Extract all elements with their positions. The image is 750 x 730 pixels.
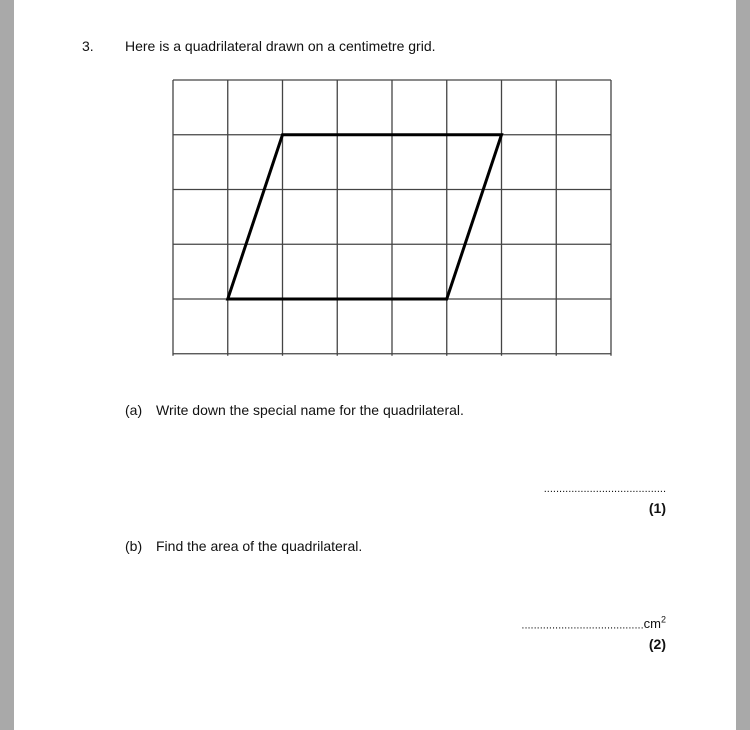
part-b-marks: (2) bbox=[648, 636, 666, 652]
question-text: Here is a quadrilateral drawn on a centimetre grid. bbox=[125, 38, 436, 54]
part-b-text: Find the area of the quadrilateral. bbox=[156, 538, 363, 554]
answer-dots: ........................................ bbox=[543, 483, 666, 495]
part-b bbox=[125, 538, 362, 554]
answer-dots: ........................................ bbox=[521, 619, 644, 632]
part-a bbox=[125, 402, 464, 418]
exam-page bbox=[14, 0, 736, 730]
part-b-answer-line[interactable] bbox=[521, 615, 666, 631]
part-a-text: Write down the special name for the quadrilateral. bbox=[156, 402, 464, 418]
centimetre-grid bbox=[164, 72, 614, 362]
part-b-label: (b) bbox=[125, 538, 143, 554]
part-a-label: (a) bbox=[125, 402, 143, 418]
part-a-answer-line[interactable] bbox=[544, 479, 666, 495]
area-unit: $cm^2$ bbox=[643, 615, 666, 632]
part-a-marks: (1) bbox=[648, 500, 666, 516]
question-number: 3. bbox=[82, 38, 94, 54]
quadrilateral-shape bbox=[228, 135, 502, 299]
